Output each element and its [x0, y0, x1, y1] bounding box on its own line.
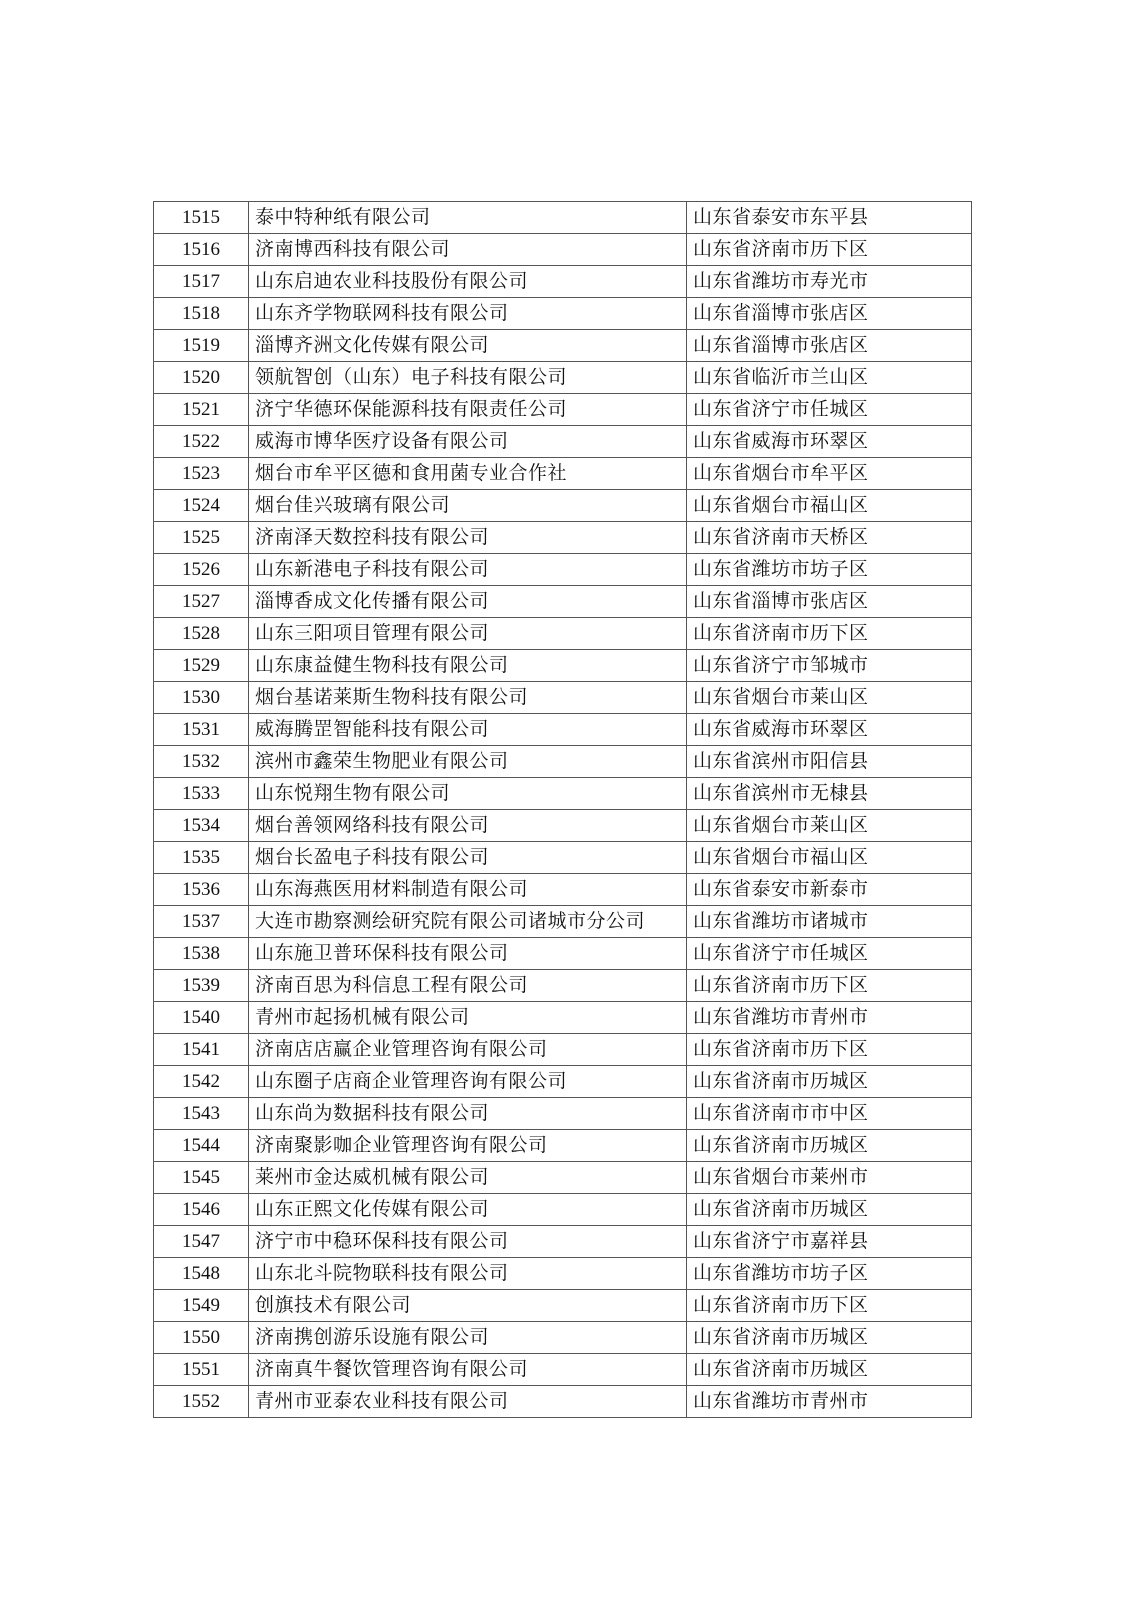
row-number-cell: 1541: [154, 1034, 249, 1066]
company-name-cell: 烟台长盈电子科技有限公司: [249, 842, 687, 874]
company-name-cell: 滨州市鑫荣生物肥业有限公司: [249, 746, 687, 778]
region-cell: 山东省济南市历下区: [687, 234, 972, 266]
company-name-cell: 山东海燕医用材料制造有限公司: [249, 874, 687, 906]
region-cell: 山东省淄博市张店区: [687, 330, 972, 362]
company-name-cell: 山东新港电子科技有限公司: [249, 554, 687, 586]
company-name-cell: 山东三阳项目管理有限公司: [249, 618, 687, 650]
table-row: [154, 650, 972, 682]
region-cell: 山东省潍坊市青州市: [687, 1386, 972, 1418]
table-row: [154, 874, 972, 906]
company-name-cell: 济南博西科技有限公司: [249, 234, 687, 266]
table-row: [154, 938, 972, 970]
row-number-cell: 1548: [154, 1258, 249, 1290]
company-name-cell: 济南百思为科信息工程有限公司: [249, 970, 687, 1002]
region-cell: 山东省泰安市新泰市: [687, 874, 972, 906]
region-cell: 山东省滨州市阳信县: [687, 746, 972, 778]
company-name-cell: 创旗技术有限公司: [249, 1290, 687, 1322]
row-number-cell: 1539: [154, 970, 249, 1002]
table-row: [154, 394, 972, 426]
row-number-cell: 1515: [154, 202, 249, 234]
company-name-cell: 莱州市金达威机械有限公司: [249, 1162, 687, 1194]
region-cell: 山东省泰安市东平县: [687, 202, 972, 234]
row-number-cell: 1516: [154, 234, 249, 266]
table-row: [154, 202, 972, 234]
table-row: [154, 1098, 972, 1130]
row-number-cell: 1519: [154, 330, 249, 362]
row-number-cell: 1538: [154, 938, 249, 970]
region-cell: 山东省济南市历城区: [687, 1322, 972, 1354]
table-row: [154, 362, 972, 394]
row-number-cell: 1543: [154, 1098, 249, 1130]
region-cell: 山东省潍坊市寿光市: [687, 266, 972, 298]
table-row: [154, 1290, 972, 1322]
region-cell: 山东省潍坊市坊子区: [687, 1258, 972, 1290]
row-number-cell: 1550: [154, 1322, 249, 1354]
row-number-cell: 1521: [154, 394, 249, 426]
region-cell: 山东省淄博市张店区: [687, 298, 972, 330]
region-cell: 山东省烟台市莱山区: [687, 810, 972, 842]
table-row: [154, 586, 972, 618]
company-name-cell: 济宁华德环保能源科技有限责任公司: [249, 394, 687, 426]
row-number-cell: 1535: [154, 842, 249, 874]
company-name-cell: 青州市亚泰农业科技有限公司: [249, 1386, 687, 1418]
company-name-cell: 烟台佳兴玻璃有限公司: [249, 490, 687, 522]
table-row: [154, 1386, 972, 1418]
row-number-cell: 1518: [154, 298, 249, 330]
table-row: [154, 330, 972, 362]
row-number-cell: 1537: [154, 906, 249, 938]
row-number-cell: 1532: [154, 746, 249, 778]
region-cell: 山东省烟台市莱州市: [687, 1162, 972, 1194]
region-cell: 山东省临沂市兰山区: [687, 362, 972, 394]
region-cell: 山东省济南市历城区: [687, 1130, 972, 1162]
company-name-cell: 山东北斗院物联科技有限公司: [249, 1258, 687, 1290]
row-number-cell: 1545: [154, 1162, 249, 1194]
region-cell: 山东省济宁市嘉祥县: [687, 1226, 972, 1258]
company-name-cell: 泰中特种纸有限公司: [249, 202, 687, 234]
company-name-cell: 济南泽天数控科技有限公司: [249, 522, 687, 554]
row-number-cell: 1531: [154, 714, 249, 746]
table-body: [154, 202, 972, 1418]
table-row: [154, 1226, 972, 1258]
row-number-cell: 1552: [154, 1386, 249, 1418]
region-cell: 山东省威海市环翠区: [687, 426, 972, 458]
table-row: [154, 842, 972, 874]
region-cell: 山东省济南市历下区: [687, 1034, 972, 1066]
table-row: [154, 778, 972, 810]
region-cell: 山东省潍坊市青州市: [687, 1002, 972, 1034]
company-name-cell: 济宁市中稳环保科技有限公司: [249, 1226, 687, 1258]
region-cell: 山东省济宁市任城区: [687, 394, 972, 426]
row-number-cell: 1540: [154, 1002, 249, 1034]
table-row: [154, 1194, 972, 1226]
row-number-cell: 1526: [154, 554, 249, 586]
company-registry-table: [153, 201, 972, 1418]
company-name-cell: 山东施卫普环保科技有限公司: [249, 938, 687, 970]
table-row: [154, 618, 972, 650]
company-name-cell: 威海腾罡智能科技有限公司: [249, 714, 687, 746]
row-number-cell: 1547: [154, 1226, 249, 1258]
company-name-cell: 烟台市牟平区德和食用菌专业合作社: [249, 458, 687, 490]
company-name-cell: 烟台善领网络科技有限公司: [249, 810, 687, 842]
company-name-cell: 山东圈子店商企业管理咨询有限公司: [249, 1066, 687, 1098]
company-name-cell: 山东尚为数据科技有限公司: [249, 1098, 687, 1130]
table-row: [154, 1354, 972, 1386]
region-cell: 山东省济南市历城区: [687, 1194, 972, 1226]
row-number-cell: 1528: [154, 618, 249, 650]
region-cell: 山东省济宁市任城区: [687, 938, 972, 970]
row-number-cell: 1549: [154, 1290, 249, 1322]
row-number-cell: 1530: [154, 682, 249, 714]
company-name-cell: 山东康益健生物科技有限公司: [249, 650, 687, 682]
table-row: [154, 490, 972, 522]
company-name-cell: 领航智创（山东）电子科技有限公司: [249, 362, 687, 394]
region-cell: 山东省济宁市邹城市: [687, 650, 972, 682]
row-number-cell: 1551: [154, 1354, 249, 1386]
region-cell: 山东省烟台市牟平区: [687, 458, 972, 490]
table-row: [154, 1066, 972, 1098]
table-row: [154, 1130, 972, 1162]
table-row: [154, 810, 972, 842]
row-number-cell: 1529: [154, 650, 249, 682]
region-cell: 山东省淄博市张店区: [687, 586, 972, 618]
company-name-cell: 济南店店赢企业管理咨询有限公司: [249, 1034, 687, 1066]
company-name-cell: 青州市起扬机械有限公司: [249, 1002, 687, 1034]
row-number-cell: 1522: [154, 426, 249, 458]
region-cell: 山东省济南市历下区: [687, 618, 972, 650]
table-row: [154, 458, 972, 490]
region-cell: 山东省潍坊市诸城市: [687, 906, 972, 938]
row-number-cell: 1536: [154, 874, 249, 906]
row-number-cell: 1517: [154, 266, 249, 298]
region-cell: 山东省济南市天桥区: [687, 522, 972, 554]
table-row: [154, 266, 972, 298]
company-name-cell: 威海市博华医疗设备有限公司: [249, 426, 687, 458]
company-name-cell: 山东齐学物联网科技有限公司: [249, 298, 687, 330]
company-name-cell: 济南携创游乐设施有限公司: [249, 1322, 687, 1354]
table-row: [154, 1258, 972, 1290]
table-row: [154, 682, 972, 714]
company-name-cell: 淄博香成文化传播有限公司: [249, 586, 687, 618]
region-cell: 山东省潍坊市坊子区: [687, 554, 972, 586]
table-row: [154, 234, 972, 266]
row-number-cell: 1525: [154, 522, 249, 554]
company-name-cell: 烟台基诺莱斯生物科技有限公司: [249, 682, 687, 714]
region-cell: 山东省滨州市无棣县: [687, 778, 972, 810]
region-cell: 山东省威海市环翠区: [687, 714, 972, 746]
row-number-cell: 1544: [154, 1130, 249, 1162]
table-row: [154, 522, 972, 554]
company-name-cell: 山东悦翔生物有限公司: [249, 778, 687, 810]
table-row: [154, 1034, 972, 1066]
region-cell: 山东省济南市市中区: [687, 1098, 972, 1130]
region-cell: 山东省济南市历下区: [687, 970, 972, 1002]
row-number-cell: 1527: [154, 586, 249, 618]
company-name-cell: 山东启迪农业科技股份有限公司: [249, 266, 687, 298]
row-number-cell: 1542: [154, 1066, 249, 1098]
row-number-cell: 1546: [154, 1194, 249, 1226]
table-row: [154, 298, 972, 330]
row-number-cell: 1523: [154, 458, 249, 490]
company-name-cell: 济南真牛餐饮管理咨询有限公司: [249, 1354, 687, 1386]
row-number-cell: 1520: [154, 362, 249, 394]
table-row: [154, 714, 972, 746]
row-number-cell: 1534: [154, 810, 249, 842]
region-cell: 山东省烟台市福山区: [687, 490, 972, 522]
row-number-cell: 1533: [154, 778, 249, 810]
region-cell: 山东省烟台市莱山区: [687, 682, 972, 714]
table-row: [154, 746, 972, 778]
region-cell: 山东省济南市历城区: [687, 1354, 972, 1386]
company-name-cell: 淄博齐洲文化传媒有限公司: [249, 330, 687, 362]
region-cell: 山东省烟台市福山区: [687, 842, 972, 874]
table-row: [154, 906, 972, 938]
table-row: [154, 554, 972, 586]
row-number-cell: 1524: [154, 490, 249, 522]
company-name-cell: 大连市勘察测绘研究院有限公司诸城市分公司: [249, 906, 687, 938]
table-row: [154, 1002, 972, 1034]
company-name-cell: 济南聚影咖企业管理咨询有限公司: [249, 1130, 687, 1162]
company-name-cell: 山东正熙文化传媒有限公司: [249, 1194, 687, 1226]
table-row: [154, 970, 972, 1002]
region-cell: 山东省济南市历下区: [687, 1290, 972, 1322]
table-row: [154, 1162, 972, 1194]
region-cell: 山东省济南市历城区: [687, 1066, 972, 1098]
table-row: [154, 426, 972, 458]
table-row: [154, 1322, 972, 1354]
